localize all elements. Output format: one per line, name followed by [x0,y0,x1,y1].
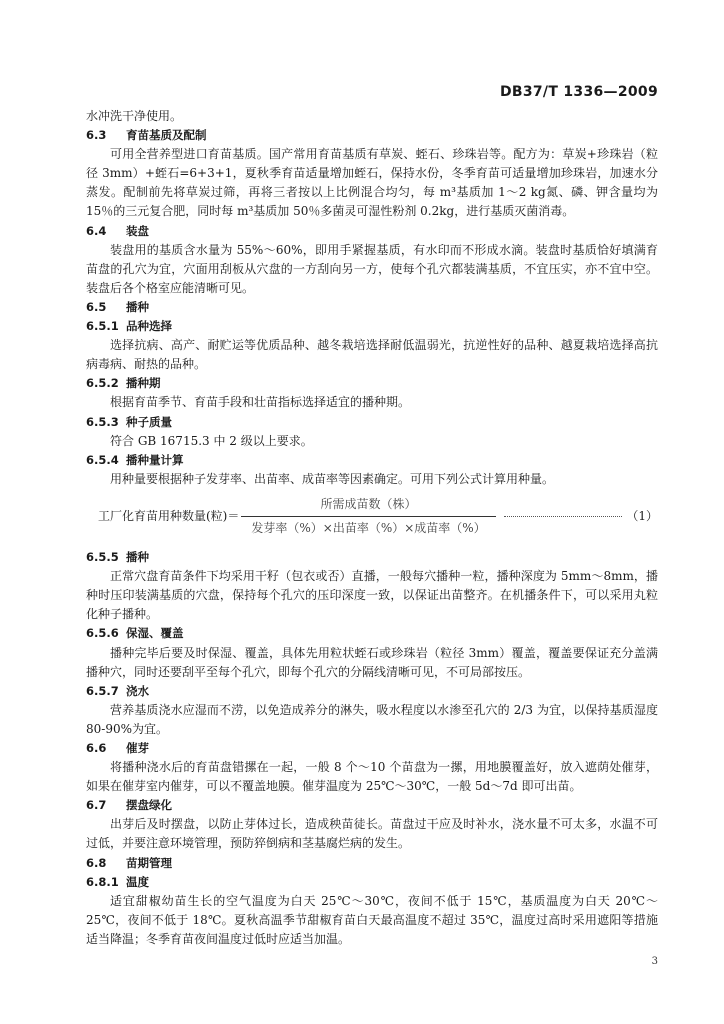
section-title: 播种期 [126,376,161,391]
paragraph: 将播种浇水后的育苗盘错摞在一起，一般 8 个～10 个苗盘为一摞，用地膜覆盖好，放入遮荫处催芽，如果在催芽室内催芽，可以不覆盖地膜。催芽温度为 25℃～30℃，一般 5d～7d 即可出苗。 [86,760,658,794]
paragraph: 播种完毕后要及时保湿、覆盖，具体先用粒状蛭石或珍珠岩（粒径 3mm）覆盖，覆盖要保证充分盖满播种穴，同时还要刮平至每个孔穴，即每个孔穴的分隔线清晰可见，不可局部按压。 [86,645,658,679]
section-number: 6.5.6 [86,626,119,641]
section-heading [86,317,658,336]
section-title: 品种选择 [126,319,172,334]
formula-denominator: 发芽率（%）×出苗率（%）×成苗率（%） [241,516,495,538]
section-number: 6.5.7 [86,683,119,698]
section-heading [86,682,658,701]
section-heading [86,374,658,393]
section-heading [86,739,658,758]
standard-code: DB37/T 1336—2009 [499,84,658,100]
section-number: 6.5 [86,299,107,314]
paragraph: 水冲洗干净使用。 [86,109,183,123]
section-title: 种子质量 [126,414,172,429]
paragraph: 出芽后及时摆盘，以防止芽体过长，造成秧苗徒长。苗盘过干应及时补水，浇水量不可太多，水温不可过低，并要注意环境管理，预防猝倒病和茎基腐烂病的发生。 [86,817,658,851]
paragraph: 选择抗病、高产、耐贮运等优质品种、越冬栽培选择耐低温弱光，抗逆性好的品种、越夏栽培选择高抗病毒病、耐热的品种。 [86,338,658,372]
section-heading [86,796,658,815]
section-number: 6.5.3 [86,414,119,429]
section-number: 6.5.1 [86,319,119,334]
section-title: 播种 [126,550,149,565]
document-body [86,107,658,949]
formula-fraction [241,495,495,538]
section-number: 6.8 [86,855,107,870]
section-number: 6.5.2 [86,376,119,391]
paragraph: 根据育苗季节、育苗手段和壮苗指标选择适宜的播种期。 [110,395,411,410]
paragraph: 用种量要根据种子发芽率、出苗率、成苗率等因素确定。可用下列公式计算用种量。 [110,471,555,486]
paragraph: 符合 GB 16715.3 中 2 级以上要求。 [110,433,313,448]
paragraph: 适宜甜椒幼苗生长的空气温度为白天 25℃～30℃，夜间不低于 15℃，基质温度为白天 20℃～25℃，夜间不低于 18℃。夏秋高温季节甜椒育苗白天最高温度不超过 35℃，温度过高时采用遮阳等措施适当降温；冬季育苗夜间温度过低时应适当加温。 [86,893,658,946]
section-title: 育苗基质及配制 [126,128,207,143]
section-heading [86,548,658,567]
section-title: 播种 [126,299,149,314]
equation-number: （1） [626,508,658,523]
section-heading [86,854,658,873]
section-title: 苗期管理 [126,855,172,870]
section-heading [86,222,658,241]
section-heading [86,873,658,892]
section-number: 6.7 [86,798,107,813]
page-number: 3 [651,956,658,967]
section-title: 装盘 [126,223,149,238]
section-number: 6.5.4 [86,452,119,467]
section-number: 6.4 [86,223,107,238]
section-heading [86,413,658,432]
formula-numerator: 所需成苗数（株） [320,496,417,511]
section-heading [86,126,658,145]
section-title: 摆盘绿化 [126,798,172,813]
paragraph: 正常穴盘育苗条件下均采用干籽（包衣或否）直播，一般每穴播种一粒，播种深度为 5mm～8mm，播种时压印装满基质的穴盘，保持每个孔穴的压印深度一致，以保证出苗整齐。在机播条件下，可以采用丸粒化种子播种。 [86,569,658,622]
formula-lhs: 工厂化育苗用种数量(粒)＝ [98,508,240,523]
leader-dots [504,516,623,517]
section-title: 保湿、覆盖 [126,626,184,641]
section-title: 播种量计算 [126,452,184,467]
section-number: 6.3 [86,128,107,143]
section-title: 催芽 [126,741,149,755]
section-heading [86,624,658,643]
seed-quantity-formula [98,495,658,538]
section-number: 6.8.1 [86,874,119,889]
section-title: 温度 [126,874,149,889]
section-heading [86,451,658,470]
section-heading [86,298,658,317]
paragraph: 可用全营养型进口育苗基质。国产常用育苗基质有草炭、蛭石、珍珠岩等。配方为：草炭+珍珠岩（粒径 3mm）+蛭石=6+3+1，夏秋季育苗适量增加蛭石，保持水份，冬季育苗可适量增加珍珠岩，加速水分蒸发。配制前先将草炭过筛，再将三者按以上比例混合均匀，每 m³基质加 1～2 kg氮、磷、钾含量均为 15％的三元复合肥，同时每 m³基质加 50％多菌灵可湿性粉剂 0.2kg，进行基质灭菌消毒。 [86,147,658,219]
section-number: 6.6 [86,741,107,755]
paragraph: 营养基质浇水应湿而不涝，以免造成养分的淋失，吸水程度以水渗至孔穴的 2/3 为宜，以保持基质湿度 80-90%为宜。 [86,702,658,736]
section-title: 浇水 [126,683,149,698]
paragraph: 装盘用的基质含水量为 55%～60%，即用手紧握基质，有水印而不形成水滴。装盘时基质恰好填满育苗盘的孔穴为宜，穴面用刮板从穴盘的一方刮向另一方，使每个孔穴都装满基质，不宜压实，亦不宜中空。装盘后各个格室应能清晰可见。 [86,242,658,295]
section-number: 6.5.5 [86,550,119,565]
